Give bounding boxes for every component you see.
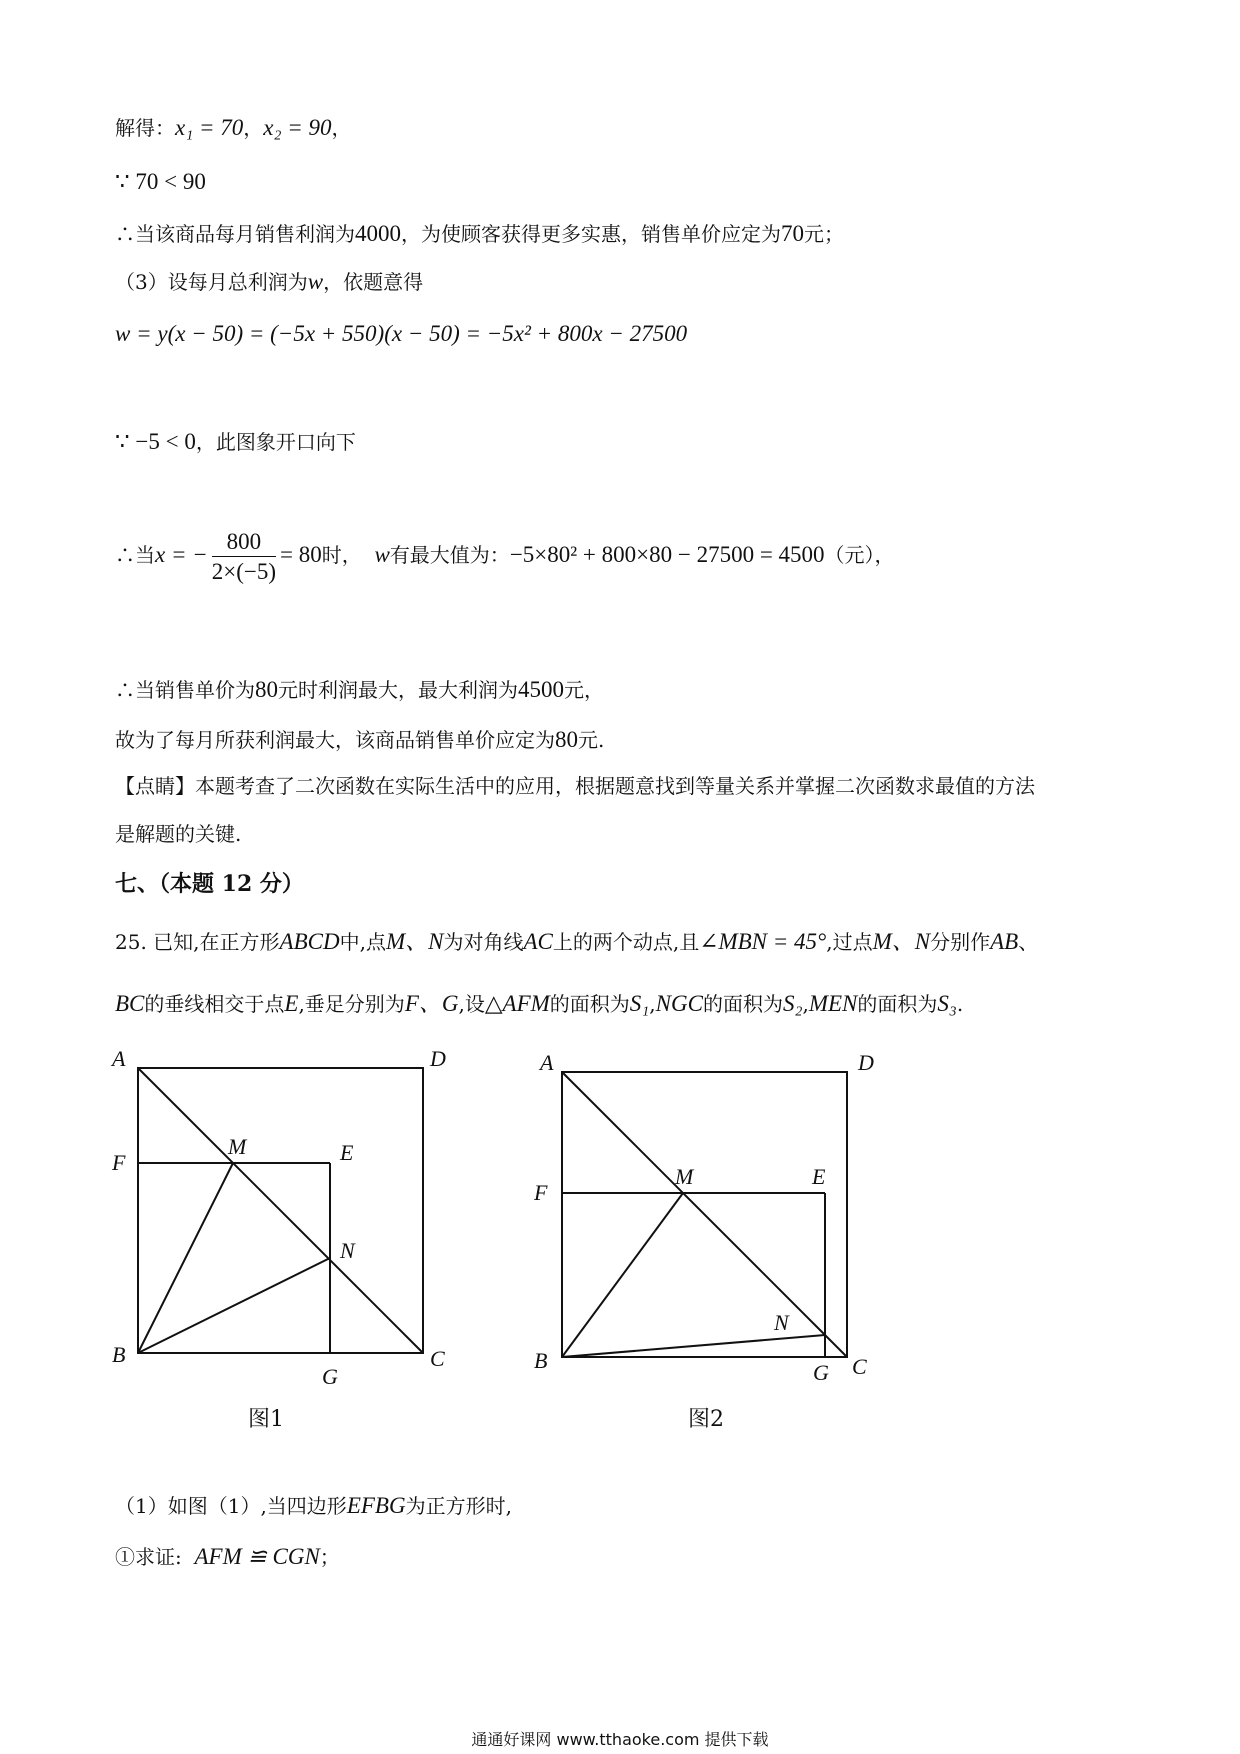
fraction: $\frac{800}{2\times(-5)}$ xyxy=(211,529,277,584)
segment-bm-2 xyxy=(562,1193,683,1357)
fig2-label-c: C xyxy=(852,1354,867,1379)
figure-2 xyxy=(520,1040,880,1385)
section-heading: 七、（本题 12 分） xyxy=(115,871,304,897)
fig2-label-m: M xyxy=(675,1164,694,1189)
fig1-label-d: D xyxy=(430,1046,446,1071)
fig1-label-a: A xyxy=(112,1046,126,1071)
figure-2-caption: 图2 xyxy=(688,1407,724,1432)
fig1-label-n: N xyxy=(340,1238,355,1263)
fig1-label-c: C xyxy=(430,1346,445,1371)
fig2-label-n: N xyxy=(774,1310,789,1335)
fig1-label-e: E xyxy=(340,1140,354,1165)
figure-1-caption: 图1 xyxy=(248,1407,284,1432)
figure-1 xyxy=(100,1040,460,1389)
line-conclusion: 故为了每月所获利润最大，该商品销售单价应定为80元. xyxy=(115,727,605,752)
diagonal-ac-2 xyxy=(562,1072,847,1357)
part-1-statement: （1）如图（1）,当四边形EFBG为正方形时, xyxy=(115,1493,512,1518)
line-vertex-max: ∴当x = − $\frac{800}{2\times(-5)}$ = 80时， w有最大值为：−5×80² + 800×80 − 27500 = 4500（元）， xyxy=(115,529,895,584)
fig2-label-e: E xyxy=(812,1164,826,1189)
fig2-label-a: A xyxy=(540,1050,554,1075)
question-25-line1: 25. 已知,在正方形ABCD中,点M、N为对角线AC上的两个动点,且∠MBN = 45°,过点M、N分别作AB、 xyxy=(115,929,1039,954)
fig1-label-b: B xyxy=(112,1342,126,1367)
segment-bn-2 xyxy=(562,1335,825,1357)
diagonal-ac xyxy=(138,1068,423,1353)
fig2-label-b: B xyxy=(534,1348,548,1373)
segment-bm xyxy=(138,1163,233,1353)
line-comment-cont: 是解题的关键. xyxy=(115,822,242,846)
line-profit-formula: w = y(x − 50) = (−5x + 550)(x − 50) = −5x² + 800x − 27500 xyxy=(115,321,688,346)
fig1-label-f: F xyxy=(112,1150,126,1175)
line-solve-roots: 解得：x₁ = 70，x₂ = 90， xyxy=(115,115,352,140)
question-25-line2: BC的垂线相交于点E,垂足分别为F、G,设△AFM的面积为S₁,NGC的面积为S₂,MEN的面积为S₃. xyxy=(115,991,964,1016)
line-max-profit: ∴当销售单价为80元时利润最大，最大利润为4500元， xyxy=(115,677,604,702)
figure-2-lines xyxy=(562,1072,847,1357)
fig1-label-g: G xyxy=(322,1364,338,1389)
line-part3-setup: （3）设每月总利润为w，依题意得 xyxy=(115,269,424,294)
page-footer: 通通好课网 www.tthaoke.com 提供下载 xyxy=(471,1730,769,1749)
part-1-prove: ①求证: AFM ≌ CGN； xyxy=(115,1544,340,1569)
figure-1-lines xyxy=(138,1068,423,1353)
line-comment: 【点睛】本题考查了二次函数在实际生活中的应用，根据题意找到等量关系并掌握二次函数求最值的方法 xyxy=(115,774,1035,798)
line-price-70: ∴当该商品每月销售利润为4000，为使顾客获得更多实惠，销售单价应定为70元； xyxy=(115,221,844,246)
fig2-label-g: G xyxy=(813,1360,829,1385)
line-opens-downward: ∵ −5 < 0，此图象开口向下 xyxy=(115,429,356,454)
segment-bn xyxy=(138,1258,330,1353)
line-because-compare: ∵ 70 < 90 xyxy=(115,169,206,194)
fig2-label-f: F xyxy=(534,1180,548,1205)
fig1-label-m: M xyxy=(228,1134,247,1159)
fig2-label-d: D xyxy=(858,1050,874,1075)
